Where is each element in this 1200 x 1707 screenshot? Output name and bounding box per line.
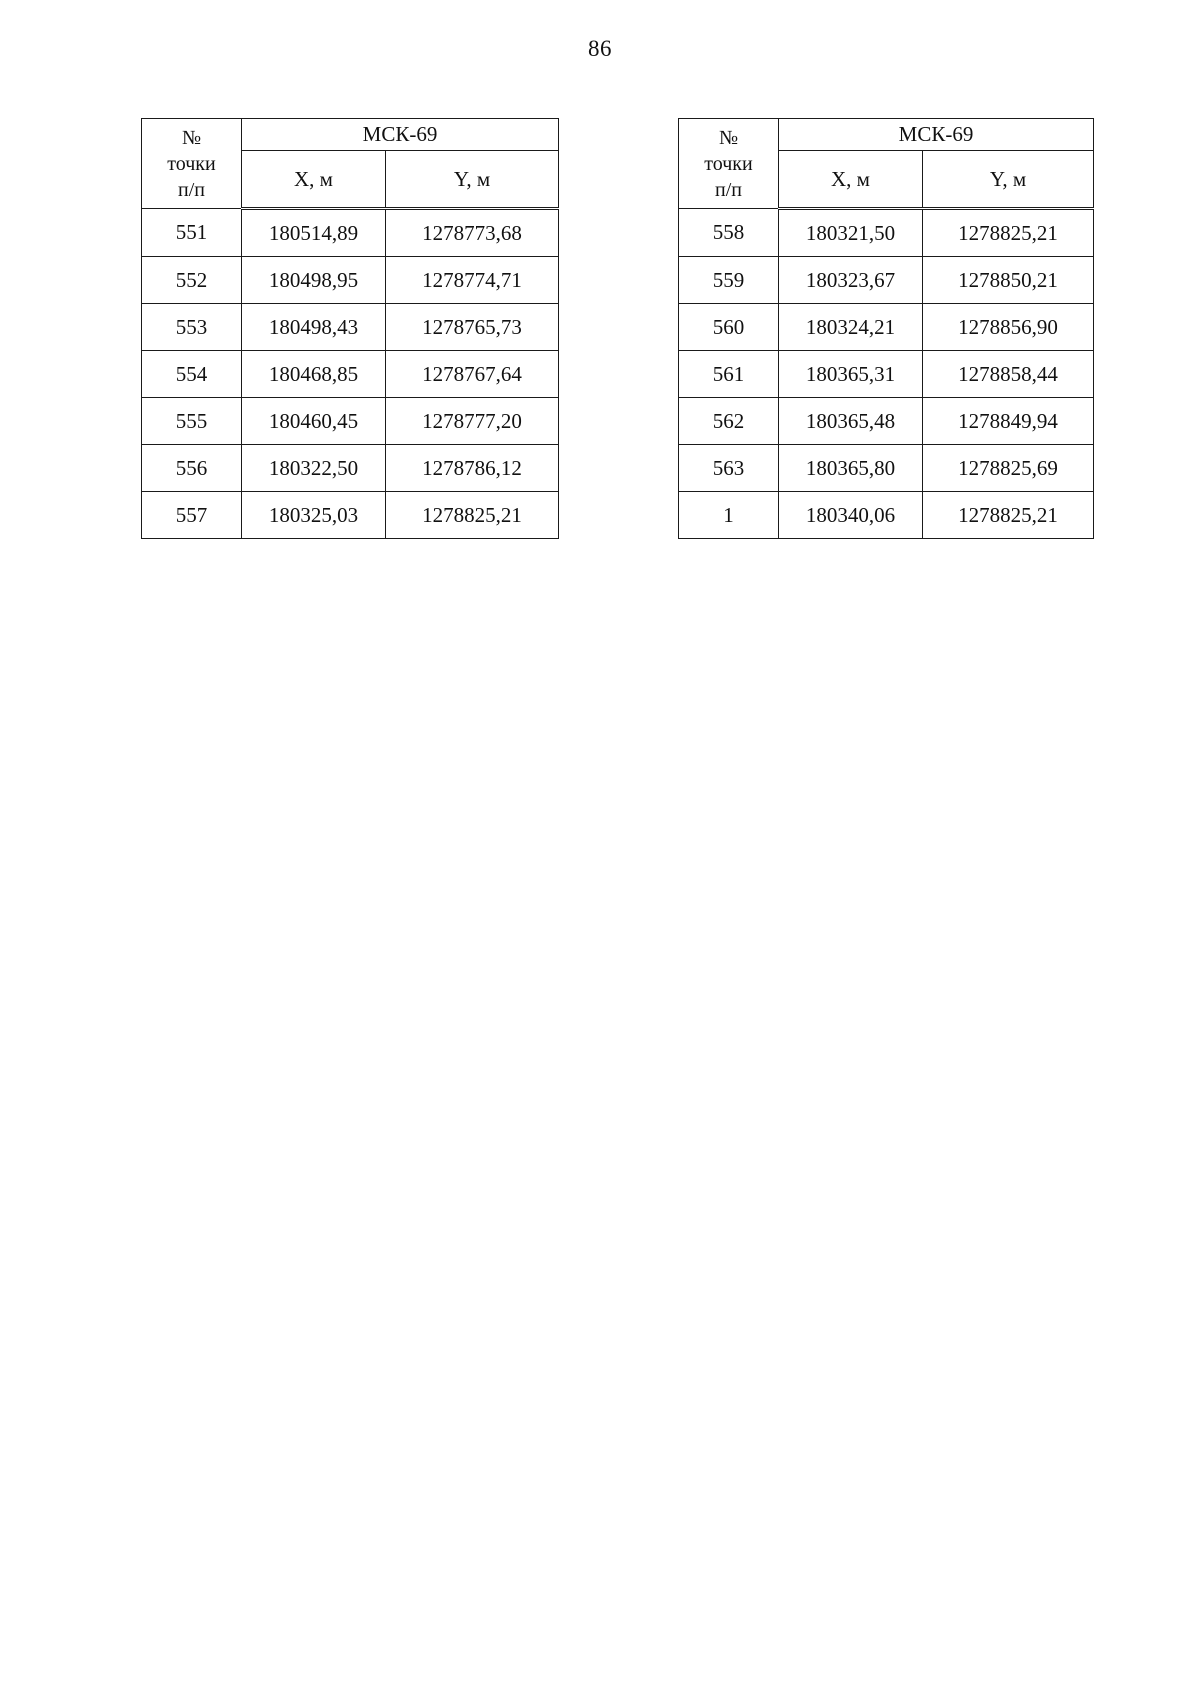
table-row <box>679 209 1094 257</box>
point-number-cell: 557 <box>142 492 242 539</box>
y-coordinate-cell: 1278849,94 <box>923 398 1094 445</box>
x-coordinate-cell: 180365,31 <box>779 351 923 398</box>
y-coordinate-cell: 1278825,21 <box>923 209 1094 257</box>
table-row <box>142 445 559 492</box>
x-coordinate-cell: 180323,67 <box>779 257 923 304</box>
number-symbol: № <box>718 126 739 149</box>
table-row <box>142 492 559 539</box>
x-coordinate-cell: 180340,06 <box>779 492 923 539</box>
x-coordinate-cell: 180322,50 <box>242 445 386 492</box>
y-coordinate-cell: 1278825,21 <box>923 492 1094 539</box>
y-coordinate-cell: 1278773,68 <box>386 209 559 257</box>
x-coordinate-cell: 180365,80 <box>779 445 923 492</box>
point-number-cell: 559 <box>679 257 779 304</box>
table-row <box>142 257 559 304</box>
table-row <box>679 492 1094 539</box>
x-coordinate-cell: 180325,03 <box>242 492 386 539</box>
point-number-cell: 556 <box>142 445 242 492</box>
point-number-cell: 551 <box>142 209 242 257</box>
coordinates-table-left <box>141 118 559 539</box>
y-coordinate-cell: 1278856,90 <box>923 304 1094 351</box>
coordinate-system-header: МСК-69 <box>242 119 559 151</box>
number-symbol: № <box>181 126 202 149</box>
y-coordinate-cell: 1278858,44 <box>923 351 1094 398</box>
point-number-cell: 553 <box>142 304 242 351</box>
x-column-header: X, м <box>779 151 923 209</box>
page-number: 86 <box>588 36 612 61</box>
y-coordinate-cell: 1278777,20 <box>386 398 559 445</box>
point-number-cell: 561 <box>679 351 779 398</box>
table-row <box>142 398 559 445</box>
point-number-cell: 552 <box>142 257 242 304</box>
y-coordinate-cell: 1278774,71 <box>386 257 559 304</box>
x-coordinate-cell: 180324,21 <box>779 304 923 351</box>
x-coordinate-cell: 180498,43 <box>242 304 386 351</box>
number-label-line1: точки <box>167 152 216 175</box>
number-label-line2: п/п <box>178 178 205 201</box>
point-number-cell: 563 <box>679 445 779 492</box>
point-number-header <box>142 119 242 209</box>
table-row <box>142 304 559 351</box>
x-coordinate-cell: 180514,89 <box>242 209 386 257</box>
y-coordinate-cell: 1278825,21 <box>386 492 559 539</box>
y-column-header: Y, м <box>923 151 1094 209</box>
x-column-header: X, м <box>242 151 386 209</box>
table-row <box>679 351 1094 398</box>
y-coordinate-cell: 1278825,69 <box>923 445 1094 492</box>
point-number-header <box>679 119 779 209</box>
point-number-cell: 562 <box>679 398 779 445</box>
x-coordinate-cell: 180460,45 <box>242 398 386 445</box>
table-row <box>679 304 1094 351</box>
table-row <box>142 351 559 398</box>
table-row <box>679 257 1094 304</box>
table-row <box>679 398 1094 445</box>
point-number-cell: 560 <box>679 304 779 351</box>
coordinates-table-right <box>678 118 1094 539</box>
x-coordinate-cell: 180365,48 <box>779 398 923 445</box>
point-number-cell: 1 <box>679 492 779 539</box>
y-column-header: Y, м <box>386 151 559 209</box>
coordinate-system-header: МСК-69 <box>779 119 1094 151</box>
x-coordinate-cell: 180321,50 <box>779 209 923 257</box>
point-number-cell: 554 <box>142 351 242 398</box>
number-label-line1: точки <box>704 152 753 175</box>
y-coordinate-cell: 1278850,21 <box>923 257 1094 304</box>
point-number-cell: 555 <box>142 398 242 445</box>
table-row <box>679 445 1094 492</box>
table-row <box>142 209 559 257</box>
y-coordinate-cell: 1278767,64 <box>386 351 559 398</box>
x-coordinate-cell: 180498,95 <box>242 257 386 304</box>
y-coordinate-cell: 1278786,12 <box>386 445 559 492</box>
y-coordinate-cell: 1278765,73 <box>386 304 559 351</box>
x-coordinate-cell: 180468,85 <box>242 351 386 398</box>
number-label-line2: п/п <box>715 178 742 201</box>
point-number-cell: 558 <box>679 209 779 257</box>
